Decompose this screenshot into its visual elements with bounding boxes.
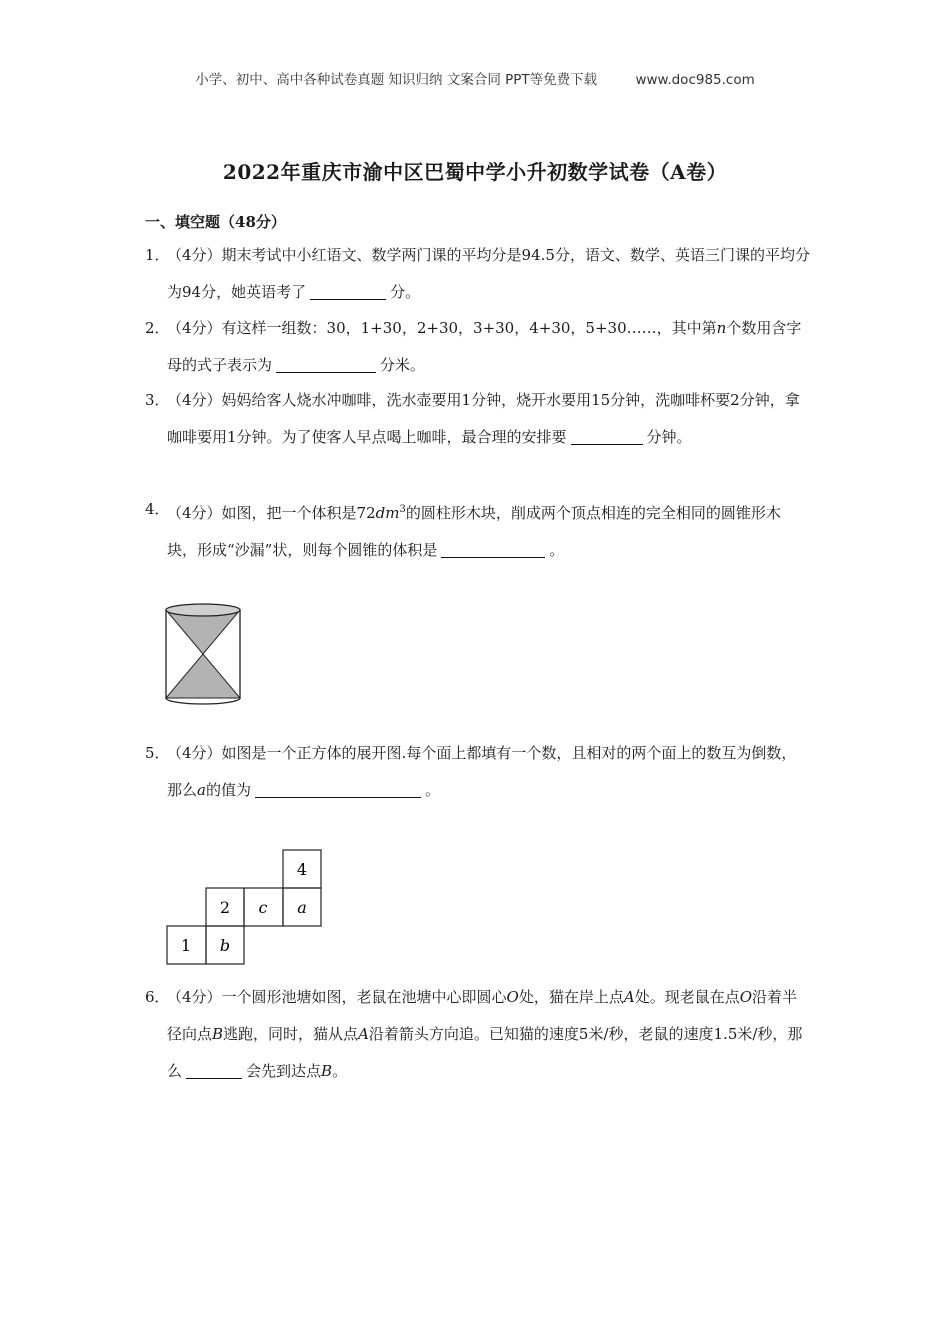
question-text: （4分）如图是一个正方体的展开图.每个面上都填有一个数，且相对的两个面上的数互为倒数，那么 — [167, 744, 797, 799]
question-text: 个数用含字母的式子表示为 — [167, 319, 802, 374]
answer-blank[interactable] — [310, 281, 386, 300]
page-title: 2022年重庆市渝中区巴蜀中学小升初数学试卷（A卷） — [222, 160, 728, 184]
question-text: 分。 — [390, 283, 421, 301]
question-text: 分钟。 — [646, 428, 692, 446]
lower-cone — [166, 654, 240, 698]
question-number: 5． — [145, 744, 170, 762]
header-tagline: 小学、初中、高中各种试卷真题 知识归纳 文案合同 PPT等免费下载 — [195, 72, 598, 88]
hourglass-cylinder-figure — [160, 600, 248, 706]
point-a: A — [623, 988, 635, 1006]
question-text: （4分）妈妈给客人烧水冲咖啡，洗水壶要用1分钟，烧开水要用15分钟，洗咖啡杯要2分钟，拿咖啡要用1分钟。为了使客人早点喝上咖啡，最合理的安排要 — [167, 391, 800, 446]
question-text: 沿着箭头方向追。已知猫的速度5米/秒，老鼠的速度1.5米/秒，那么 — [167, 1025, 803, 1080]
net-face-b: b — [219, 936, 231, 955]
point-b: B — [212, 1025, 224, 1043]
question-text: 会先到达点 — [246, 1062, 322, 1080]
question-number: 4． — [145, 500, 170, 518]
question-text: 。 — [549, 541, 565, 559]
question-number: 2． — [145, 319, 170, 337]
bottom-ellipse — [166, 698, 240, 704]
question-text: 分米。 — [380, 356, 426, 374]
answer-blank[interactable] — [441, 539, 545, 558]
header-site-link[interactable]: www.doc985.com — [635, 72, 755, 88]
question-3 — [145, 382, 810, 456]
question-5 — [145, 735, 810, 809]
question-text: （4分）有这样一组数：30，1+30，2+30，3+30，4+30，5+30……，其中第 — [167, 319, 717, 337]
unit-dm: dm — [375, 504, 400, 522]
question-text: 沿着半径向点 — [167, 988, 798, 1043]
question-text: 的值为 — [205, 781, 251, 799]
variable-n: n — [716, 319, 727, 337]
question-4 — [145, 491, 810, 569]
answer-blank[interactable] — [186, 1060, 242, 1079]
point-b: B — [321, 1062, 333, 1080]
answer-blank[interactable] — [571, 426, 643, 445]
question-text: 的圆柱形木块，削成两个顶点相连的完全相同的圆锥形木块，形成“沙漏”状，则每个圆锥的体积是 — [167, 504, 781, 559]
top-ellipse — [166, 604, 240, 616]
variable-a: a — [197, 781, 206, 799]
net-face-2: 2 — [219, 898, 231, 917]
answer-blank[interactable] — [276, 354, 376, 373]
section-heading: 一、填空题（48分） — [145, 213, 286, 231]
question-number: 1． — [145, 246, 170, 264]
question-6 — [145, 979, 810, 1090]
question-text: 处。现老鼠在点 — [634, 988, 740, 1006]
question-text: 处，猫在岸上点 — [518, 988, 624, 1006]
question-number: 6． — [145, 988, 170, 1006]
point-a: A — [358, 1025, 369, 1043]
question-number: 3． — [145, 391, 170, 409]
question-text: （4分）如图，把一个体积是72 — [167, 504, 376, 522]
point-o: O — [506, 988, 519, 1006]
question-2 — [145, 310, 810, 384]
question-text: 。 — [424, 781, 440, 799]
unit-exponent: 3 — [399, 504, 406, 515]
question-1 — [145, 237, 810, 311]
net-face-4: 4 — [296, 860, 308, 879]
net-face-a: a — [297, 898, 307, 917]
cube-net-figure — [165, 848, 325, 968]
question-text: 。 — [332, 1062, 348, 1080]
page-header — [0, 68, 950, 88]
question-text: （4分）期末考试中小红语文、数学两门课的平均分是94.5分，语文、数学、英语三门课的平均分为94分，她英语考了 — [167, 246, 810, 301]
net-face-1: 1 — [180, 936, 192, 955]
question-text: 逃跑，同时，猫从点 — [223, 1025, 359, 1043]
point-o: O — [739, 988, 753, 1006]
question-text: （4分）一个圆形池塘如图，老鼠在池塘中心即圆心 — [167, 988, 507, 1006]
answer-blank[interactable] — [255, 779, 421, 798]
net-face-c: c — [258, 898, 268, 917]
